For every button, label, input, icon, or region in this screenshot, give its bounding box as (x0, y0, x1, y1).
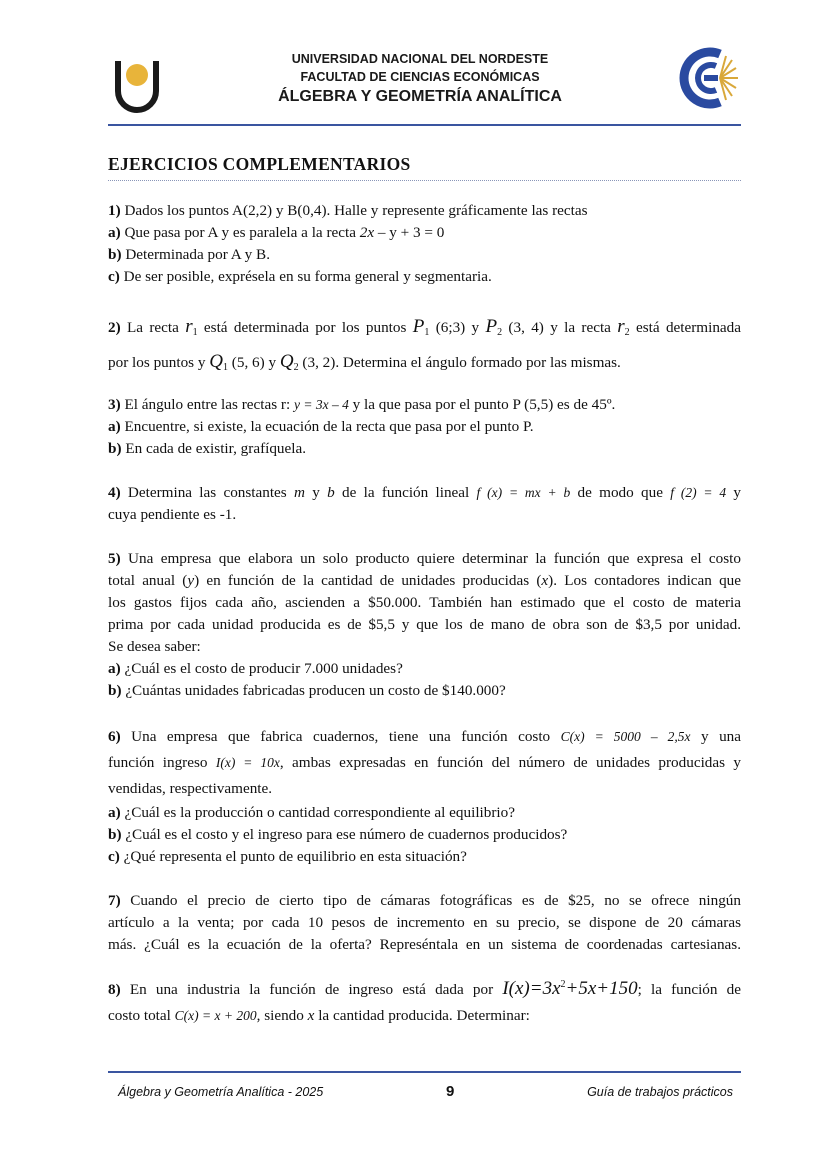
item-label: b) (108, 440, 122, 457)
item-label: c) (108, 268, 120, 285)
exercise-text: por los puntos y (108, 354, 210, 371)
fce-logo-icon (676, 44, 740, 112)
exercise-text: , ambas expresadas en función del número de unidades producidas y (279, 754, 741, 771)
exercise-text: (5, 6) y (228, 354, 280, 371)
item-label: a) (108, 804, 121, 821)
math-subscript: 1 (192, 327, 198, 338)
exercise-text: prima por cada unidad producida es de $5,5 y que los de mano de obra son de $3,5 por unidad. (108, 616, 741, 633)
exercise-text: cuya pendiente es -1. (108, 506, 237, 523)
item-text: ¿Cuál es la producción o cantidad correspondiente al equilibrio? (120, 804, 515, 821)
exercise-text: artículo a la venta; por cada 10 pesos de incremento en su precio, se dispone de 20 cámaras (108, 914, 741, 931)
math-expr: b (327, 484, 335, 501)
exercise-text: Una empresa que elabora un solo producto quiere determinar la función que expresa el costo (120, 550, 741, 567)
exercise-8 (108, 974, 741, 1027)
math-expr: y = 3x – 4 (293, 397, 349, 412)
math-expr: x (541, 572, 549, 589)
exercise-number: 7) (108, 892, 121, 909)
exercise-text: El ángulo entre las rectas r: (120, 396, 294, 413)
item-label: b) (108, 826, 122, 843)
exercise-text: los gastos fijos cada año, ascienden a $50.000. También han estimado que el costo de materia (108, 594, 741, 611)
math-expr: r (617, 316, 625, 337)
math-expr: f (x) = mx + b (476, 485, 571, 500)
exercise-text: Cuando el precio de cierto tipo de cámaras fotográficas es de $25, no se ofrece ningún (120, 892, 741, 909)
item-text: ¿Cuántas unidades fabricadas producen un costo de $140.000? (121, 682, 506, 699)
math-expr: – y + 3 = 0 (374, 224, 445, 241)
footer-guide: Guía de trabajos prácticos (587, 1085, 733, 1099)
item-label: c) (108, 848, 120, 865)
exercise-text: ) en función de la cantidad de unidades producidas ( (194, 572, 542, 589)
page-title: EJERCICIOS COMPLEMENTARIOS (108, 154, 411, 174)
item-label: a) (108, 224, 121, 241)
course-name: ÁLGEBRA Y GEOMETRÍA ANALÍTICA (278, 88, 562, 105)
item-text: ¿Qué representa el punto de equilibrio en esta situación? (119, 848, 467, 865)
item-label: b) (108, 246, 122, 263)
exercise-2 (108, 310, 741, 380)
math-subscript: 2 (293, 362, 299, 373)
unne-logo-icon (112, 55, 162, 115)
math-superscript: 2 (560, 979, 566, 990)
faculty-name: FACULTAD DE CIENCIAS ECONÓMICAS (300, 70, 540, 84)
exercise-text: La recta (120, 319, 186, 336)
math-subscript: 1 (223, 362, 228, 373)
exercise-text: está determinada por los puntos (197, 319, 413, 336)
math-expr: r (185, 316, 193, 337)
item-text: Encuentre, si existe, la ecuación de la recta que pasa por el punto P. (120, 418, 534, 435)
exercise-text: vendidas, respectivamente. (108, 780, 273, 797)
math-subscript: 2 (624, 327, 630, 338)
math-expr: P (412, 316, 425, 337)
math-expr: f (2) = 4 (670, 485, 727, 500)
math-expr: I(x)=3x (502, 978, 561, 999)
math-subscript: 1 (424, 327, 430, 338)
math-expr: Q (279, 351, 294, 372)
math-expr: P (485, 316, 498, 337)
exercise-text: de la función lineal (334, 484, 477, 501)
footer-rule (108, 1071, 741, 1073)
math-subscript: 2 (497, 327, 503, 338)
math-expr: C(x) = 5000 – 2,5x (560, 729, 691, 744)
exercise-text: Dados los puntos A(2,2) y B(0,4). Halle y represente gráficamente las rectas (120, 202, 588, 219)
header-rule (108, 124, 741, 126)
exercise-5 (108, 548, 741, 702)
exercise-text: total anual ( (108, 572, 188, 589)
exercise-text: (3, 2). Determina el ángulo formado por las mismas. (298, 354, 621, 371)
item-label: a) (108, 660, 121, 677)
exercise-text: costo total (108, 1007, 175, 1024)
footer-course: Álgebra y Geometría Analítica - 2025 (118, 1085, 324, 1099)
exercise-text: Se desea saber: (108, 638, 201, 655)
page-number: 9 (446, 1083, 455, 1100)
exercise-text: de modo que (570, 484, 671, 501)
exercise-3 (108, 394, 741, 460)
title-rule (108, 180, 741, 181)
university-name: UNIVERSIDAD NACIONAL DEL NORDESTE (291, 52, 549, 66)
item-text: Determinada por A y B. (121, 246, 270, 263)
exercise-text: Determina las constantes (120, 484, 294, 501)
exercise-number: 5) (108, 550, 121, 567)
exercise-text: más. ¿Cuál es la ecuación de la oferta? Represéntala en un sistema de coordenadas cartesianas. (108, 936, 741, 953)
item-text: En cada de existir, grafíquela. (121, 440, 307, 457)
exercise-text: y (726, 484, 742, 501)
exercise-text: la cantidad producida. Determinar: (314, 1007, 530, 1024)
item-text: ¿Cuál es el costo y el ingreso para ese número de cuadernos producidos? (121, 826, 568, 843)
exercise-text: En una industria la función de ingreso está dada por (120, 981, 503, 998)
exercise-text: ; la función de (637, 981, 741, 998)
exercise-1 (108, 200, 741, 288)
math-expr: m (294, 484, 305, 501)
item-text: ¿Cuál es el costo de producir 7.000 unidades? (120, 660, 403, 677)
exercise-number: 4) (108, 484, 121, 501)
exercise-text: y (304, 484, 328, 501)
item-label: b) (108, 682, 122, 699)
item-text: Que pasa por A y es paralela a la recta (120, 224, 360, 241)
exercise-number: 8) (108, 981, 121, 998)
exercise-list (108, 200, 741, 1027)
exercise-text: está determinada (629, 319, 742, 336)
exercise-text: función ingreso (108, 754, 216, 771)
exercise-number: 2) (108, 319, 121, 336)
math-expr: C(x) = x + 200 (174, 1008, 257, 1023)
math-expr: x (307, 1007, 315, 1024)
exercise-text: (6;3) y (429, 319, 486, 336)
exercise-number: 1) (108, 202, 121, 219)
exercise-4 (108, 482, 741, 526)
exercise-number: 3) (108, 396, 121, 413)
exercise-text: (3, 4) y la recta (502, 319, 618, 336)
exercise-text: ). Los contadores indican que (548, 572, 741, 589)
exercise-number: 6) (108, 728, 121, 745)
math-expr: I(x) = 10x (215, 755, 280, 770)
math-expr: +5x+150 (565, 978, 638, 999)
math-expr: y (187, 572, 195, 589)
exercise-7 (108, 890, 741, 956)
math-expr: 2x (359, 224, 375, 241)
item-label: a) (108, 418, 121, 435)
exercise-text: y la que pasa por el punto P (5,5) es de 45º. (348, 396, 616, 413)
exercise-6 (108, 724, 741, 868)
exercise-text: y una (690, 728, 741, 745)
math-expr: Q (209, 351, 223, 372)
item-text: De ser posible, exprésela en su forma general y segmentaria. (119, 268, 492, 285)
exercise-text: Una empresa que fabrica cuadernos, tiene una función costo (120, 728, 561, 745)
exercise-text: , siendo (256, 1007, 308, 1024)
